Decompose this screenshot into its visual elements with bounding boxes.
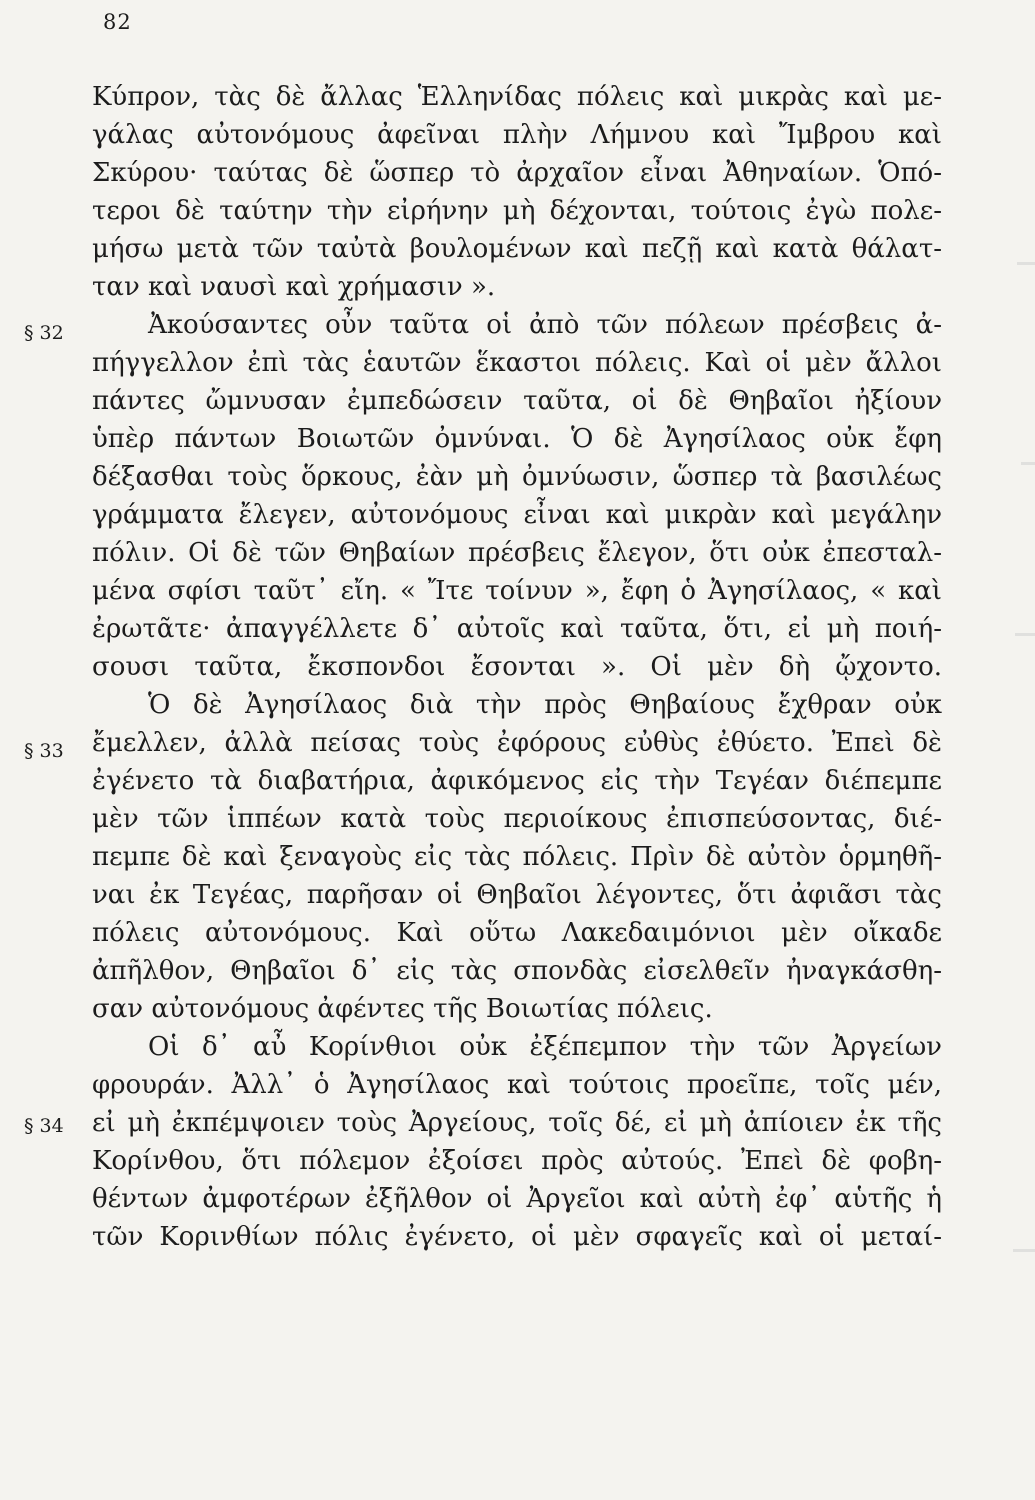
text-line: ἐγένετο τὰ διαβατήρια, ἀφικόμενος εἰς τὴν Τεγέαν διέπεμπε [92, 766, 942, 796]
text-line: σουσι ταῦτα, ἔκσπονδοι ἔσονται ». Οἱ μὲν δὴ ᾤχοντο. [92, 652, 942, 682]
bleed-through-mark [1017, 262, 1035, 265]
text-line: πόλεις αὐτονόμους. Καὶ οὕτω Λακεδαιμόνιοι μὲν οἴκαδε [92, 918, 942, 948]
bleed-through-mark [1013, 1249, 1035, 1252]
text-line: ἀπῆλθον, Θηβαῖοι δ᾽ εἰς τὰς σπονδὰς εἰσελθεῖν ἠναγκάσθη- [92, 956, 942, 986]
text-line: φρουράν. Ἀλλ᾽ ὁ Ἀγησίλαος καὶ τούτοις προεῖπε, τοῖς μέν, [92, 1070, 942, 1100]
text-line: μένα σφίσι ταῦτ᾽ εἴη. « Ἴτε τοίνυν », ἔφη ὁ Ἀγησίλαος, « καὶ [92, 576, 942, 606]
text-line: Σκύρου· ταύτας δὲ ὥσπερ τὸ ἀρχαῖον εἶναι Ἀθηναίων. Ὁπό- [92, 158, 942, 188]
text-line: Κορίνθου, ὅτι πόλεμον ἐξοίσει πρὸς αὐτούς. Ἐπεὶ δὲ φοβη- [92, 1146, 942, 1176]
text-line: θέντων ἀμφοτέρων ἐξῆλθον οἱ Ἀργεῖοι καὶ αὐτὴ ἐφ᾽ αὑτῆς ἡ [92, 1184, 942, 1214]
text-line: πήγγελλον ἐπὶ τὰς ἑαυτῶν ἕκαστοι πόλεις. Καὶ οἱ μὲν ἄλλοι [92, 348, 942, 378]
text-line: Οἱ δ᾽ αὖ Κορίνθιοι οὐκ ἐξέπεμπον τὴν τῶν Ἀργείων [148, 1032, 942, 1062]
text-line: γάλας αὐτονόμους ἀφεῖναι πλὴν Λήμνου καὶ Ἴμβρου καὶ [92, 120, 942, 150]
text-line: σαν αὐτονόμους ἀφέντες τῆς Βοιωτίας πόλεις. [92, 994, 713, 1024]
text-line: πάντες ὤμνυσαν ἐμπεδώσειν ταῦτα, οἱ δὲ Θηβαῖοι ἠξίουν [92, 386, 942, 416]
text-line: γράμματα ἔλεγεν, αὐτονόμους εἶναι καὶ μικρὰν καὶ μεγάλην [92, 500, 942, 530]
text-line: ὑπὲρ πάντων Βοιωτῶν ὀμνύναι. Ὁ δὲ Ἀγησίλαος οὐκ ἔφη [92, 424, 942, 454]
bleed-through-mark [1021, 462, 1035, 465]
section-marker-34: § 34 [24, 1115, 64, 1137]
text-line: Ἀκούσαντες οὖν ταῦτα οἱ ἀπὸ τῶν πόλεων πρέσβεις ἀ- [148, 310, 942, 340]
text-line: μήσω μετὰ τῶν ταὐτὰ βουλομένων καὶ πεζῇ καὶ κατὰ θάλατ- [92, 234, 942, 264]
text-line: ναι ἐκ Τεγέας, παρῆσαν οἱ Θηβαῖοι λέγοντες, ὅτι ἀφιᾶσι τὰς [92, 880, 942, 910]
text-line: ἐρωτᾶτε· ἀπαγγέλλετε δ᾽ αὐτοῖς καὶ ταῦτα, ὅτι, εἰ μὴ ποιή- [92, 614, 942, 644]
text-line: ταν καὶ ναυσὶ καὶ χρήμασιν ». [92, 272, 496, 302]
text-line: τῶν Κορινθίων πόλις ἐγένετο, οἱ μὲν σφαγεῖς καὶ οἱ μεταί- [92, 1222, 942, 1252]
text-line: πόλιν. Οἱ δὲ τῶν Θηβαίων πρέσβεις ἔλεγον, ὅτι οὐκ ἐπεσταλ- [92, 538, 942, 568]
text-line: δέξασθαι τοὺς ὅρκους, ἐὰν μὴ ὀμνύωσιν, ὥσπερ τὰ βασιλέως [92, 462, 942, 492]
section-marker-32: § 32 [24, 322, 64, 344]
text-line: ἔμελλεν, ἀλλὰ πείσας τοὺς ἐφόρους εὐθὺς ἐθύετο. Ἐπεὶ δὲ [92, 728, 942, 758]
text-line: τεροι δὲ ταύτην τὴν εἰρήνην μὴ δέχονται, τούτοις ἐγὼ πολε- [92, 196, 942, 226]
page-number: 82 [103, 10, 132, 34]
text-line: Ὁ δὲ Ἀγησίλαος διὰ τὴν πρὸς Θηβαίους ἔχθραν οὐκ [148, 690, 942, 720]
text-line: Κύπρον, τὰς δὲ ἄλλας Ἑλληνίδας πόλεις καὶ μικρὰς καὶ με- [92, 82, 942, 112]
text-line: εἰ μὴ ἐκπέμψοιεν τοὺς Ἀργείους, τοῖς δέ, εἰ μὴ ἀπίοιεν ἐκ τῆς [92, 1108, 942, 1138]
bleed-through-mark [1015, 633, 1035, 636]
text-line: πεμπε δὲ καὶ ξεναγοὺς εἰς τὰς πόλεις. Πρὶν δὲ αὐτὸν ὁρμηθῆ- [92, 842, 942, 872]
text-line: μὲν τῶν ἱππέων κατὰ τοὺς περιοίκους ἐπισπεύσοντας, διέ- [92, 804, 942, 834]
section-marker-33: § 33 [24, 740, 64, 762]
